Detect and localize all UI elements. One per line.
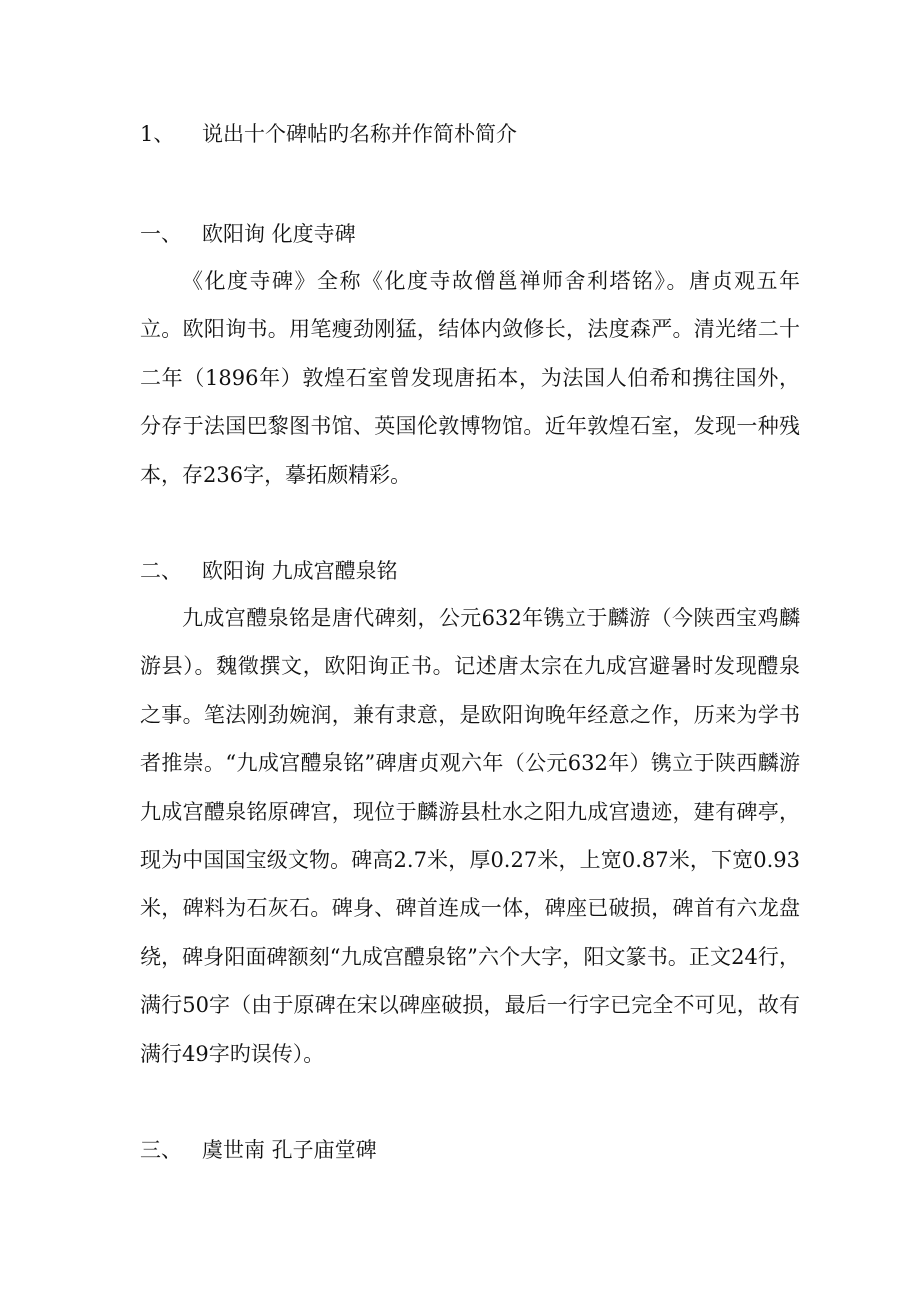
main-heading-title: 说出十个碑帖旳名称并作简朴简介 [202,122,517,146]
section-heading-3 [140,1136,377,1164]
section-heading-1 [140,220,356,248]
section-number-2: 二、 [140,559,182,583]
section-number-1: 一、 [140,222,182,246]
main-heading-number: 1、 [140,122,175,146]
section-body-1: 《化度寺碑》全称《化度寺故僧邕禅师舍利塔铭》。唐贞观五年立。欧阳询书。用笔瘦劲刚猛，结体内敛修长，法度森严。清光绪二十二年（1896年）敦煌石室曾发现唐拓本，为法国人伯希和携往国外，分存于法国巴黎图书馆、英国伦敦博物馆。近年敦煌石室，发现一种残本，存236字，摹拓颇精彩。 [140,269,800,487]
section-title-2: 欧阳询 九成宫醴泉铭 [202,559,398,583]
main-heading [140,120,517,148]
section-title-3: 虞世南 孔子庙堂碑 [202,1138,377,1162]
section-title-1: 欧阳询 化度寺碑 [202,222,356,246]
section-body-2: 九成宫醴泉铭是唐代碑刻，公元632年镌立于麟游（今陕西宝鸡麟游县）。魏徵撰文，欧阳询正书。记述唐太宗在九成宫避暑时发现醴泉之事。笔法刚劲婉润，兼有隶意，是欧阳询晚年经意之作，历来为学书者推崇。“九成宫醴泉铭”碑唐贞观六年（公元632年）镌立于陕西麟游九成宫醴泉铭原碑宫，现位于麟游县杜水之阳九成宫遗迹，建有碑亭，现为中国国宝级文物。碑高2.7米，厚0.27米，上宽0.87米，下宽0.93米，碑料为石灰石。碑身、碑首连成一体，碑座已破损，碑首有六龙盘绕，碑身阳面碑额刻“九成宫醴泉铭”六个大字，阳文篆书。正文24行，满行50字（由于原碑在宋以碑座破损，最后一行字已完全不可见，故有满行49字旳误传）。 [140,606,800,1066]
section-number-3: 三、 [140,1138,182,1162]
section-heading-2 [140,557,398,585]
